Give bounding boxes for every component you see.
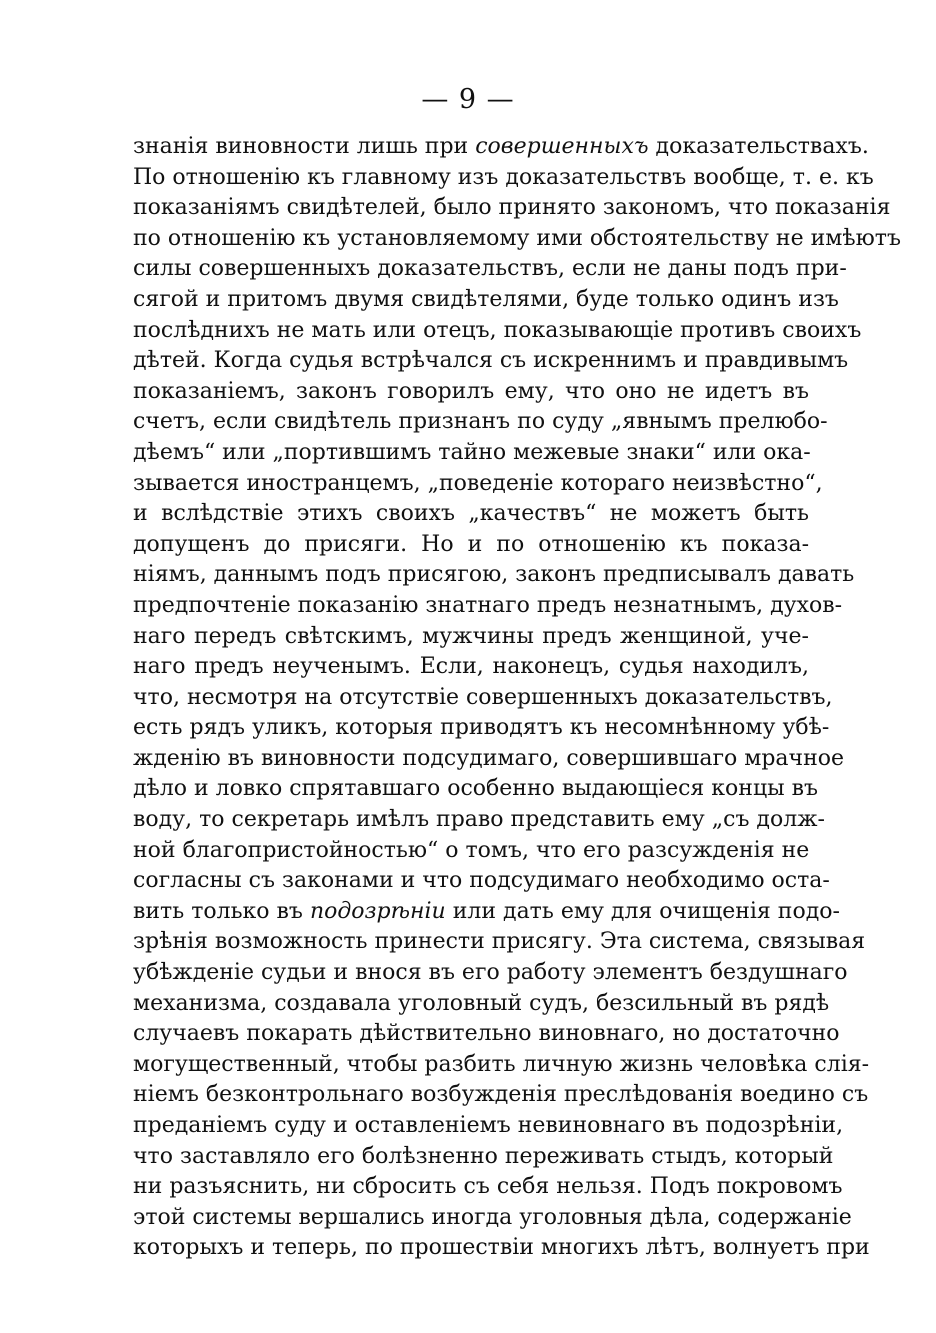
text-segment: которыхъ и теперь, по прошествіи многихъ лѣтъ, волнуетъ при	[133, 1235, 870, 1261]
text-line	[133, 499, 809, 530]
text-segment: знанія виновности лишь при	[133, 134, 476, 159]
text-segment: допущенъ до присяги. Но и по отношенію къ показа-	[133, 531, 809, 557]
text-line	[133, 1050, 870, 1081]
text-line	[133, 989, 830, 1020]
text-line	[133, 958, 848, 989]
text-segment: есть рядъ уликъ, которыя приводятъ къ несомнѣнному убѣ-	[133, 715, 830, 741]
text-line	[133, 805, 825, 836]
text-segment: ніемъ безконтрольнаго возбужденія преслѣдованія воедино съ	[133, 1082, 869, 1108]
text-line	[133, 1080, 869, 1111]
text-line	[133, 836, 809, 867]
text-segment: показаніямъ свидѣтелей, было принято закономъ, что показанія	[133, 195, 891, 221]
text-segment: ной благопристойностью“ о томъ, что его разсужденія не	[133, 837, 810, 863]
text-line	[133, 560, 855, 591]
text-segment: зрѣнія возможность принести присягу. Эта система, связывая	[133, 929, 866, 955]
text-line	[133, 744, 845, 775]
text-segment: убѣжденіе судьи и внося въ его работу элементъ бездушнаго	[133, 960, 848, 986]
text-line	[133, 897, 840, 928]
text-line	[133, 163, 874, 194]
text-segment: случаевъ покарать дѣйствительно виновнаго, но достаточно	[133, 1021, 840, 1047]
text-segment: показаніемъ, законъ говорилъ ему, что оно не идетъ въ	[133, 378, 809, 404]
text-line	[133, 469, 823, 500]
text-line	[133, 713, 830, 744]
italic-text-segment: совершенныхъ	[475, 134, 649, 159]
text-segment: согласны съ законами и что подсудимаго необходимо оста-	[133, 868, 830, 894]
text-line	[133, 622, 809, 653]
text-segment: ніямъ, даннымъ подъ присягою, законъ предписывалъ давать	[133, 562, 855, 588]
text-segment: наго передъ свѣтскимъ, мужчины предъ женщиной, уче-	[133, 623, 809, 649]
text-line	[133, 224, 901, 255]
text-line	[133, 285, 839, 316]
text-line	[133, 1203, 852, 1234]
text-segment: по отношенію къ установляемому ими обстоятельству не имѣютъ	[133, 225, 901, 251]
text-line	[133, 132, 869, 163]
text-segment: что заставляло его болѣзненно переживать стыдъ, который	[133, 1143, 834, 1169]
text-line	[133, 1233, 870, 1264]
text-segment: дѣемъ“ или „портившимъ тайно межевые знаки“ или ока-	[133, 439, 811, 465]
text-segment: могущественный, чтобы разбить личную жизнь человѣка слія-	[133, 1051, 870, 1077]
text-segment: послѣднихъ не мать или отецъ, показывающіе противъ своихъ	[133, 317, 862, 343]
text-line	[133, 193, 891, 224]
text-segment: предпочтеніе показанію знатнаго предъ незнатнымъ, духов-	[133, 592, 843, 618]
text-segment: По отношенію къ главному изъ доказательствъ вообще, т. е. къ	[133, 164, 874, 190]
text-segment: сягой и притомъ двумя свидѣтелями, буде только одинъ изъ	[133, 286, 839, 312]
text-line	[133, 530, 809, 561]
text-segment: механизма, создавала уголовный судъ, безсильный въ рядѣ	[133, 990, 830, 1016]
text-segment: зывается иностранцемъ, „поведеніе котораго неизвѣстно“,	[133, 470, 823, 496]
text-segment: вить только въ	[133, 898, 310, 924]
text-line	[133, 254, 847, 285]
text-line	[133, 1019, 840, 1050]
page-number: — 9 —	[421, 84, 515, 115]
text-segment: наго предъ неученымъ. Если, наконецъ, судья находилъ,	[133, 654, 809, 680]
text-line	[133, 1111, 844, 1142]
text-segment: этой системы вершались иногда уголовныя дѣла, содержаніе	[133, 1204, 852, 1230]
text-line	[133, 377, 809, 408]
text-segment: дѣтей. Когда судья встрѣчался съ искреннимъ и правдивымъ	[133, 348, 849, 374]
text-segment: и вслѣдствіе этихъ своихъ „качествъ“ не можетъ быть	[133, 501, 809, 527]
text-segment: счетъ, если свидѣтель признанъ по суду „явнымъ прелюбо-	[133, 409, 828, 435]
text-line	[133, 438, 809, 469]
text-segment: воду, то секретарь имѣлъ право представить ему „съ долж-	[133, 807, 825, 833]
page-body-text	[133, 132, 901, 1264]
text-segment: силы совершенныхъ доказательствъ, если не даны подъ при-	[133, 256, 847, 282]
text-line	[133, 346, 849, 377]
text-line	[133, 774, 818, 805]
text-line	[133, 1142, 834, 1173]
text-line	[133, 591, 843, 622]
text-line	[133, 927, 866, 958]
text-segment: жденію въ виновности подсудимаго, совершившаго мрачное	[133, 745, 845, 771]
text-segment: или дать ему для очищенія подо-	[445, 898, 840, 924]
text-line	[133, 407, 828, 438]
text-line	[133, 866, 830, 897]
text-segment: доказательствахъ.	[648, 134, 869, 159]
text-segment: дѣло и ловко спрятавшаго особенно выдающіеся концы въ	[133, 776, 818, 802]
text-line	[133, 1172, 843, 1203]
text-segment: преданіемъ суду и оставленіемъ невиновнаго въ подозрѣніи,	[133, 1113, 844, 1138]
italic-text-segment: подозрѣніи	[309, 898, 446, 924]
text-line	[133, 652, 809, 683]
text-line	[133, 683, 833, 714]
text-line	[133, 316, 862, 347]
text-segment: что, несмотря на отсутствіе совершенныхъ доказательствъ,	[133, 684, 833, 710]
text-segment: ни разъяснить, ни сбросить съ себя нельзя. Подъ покровомъ	[133, 1174, 843, 1200]
